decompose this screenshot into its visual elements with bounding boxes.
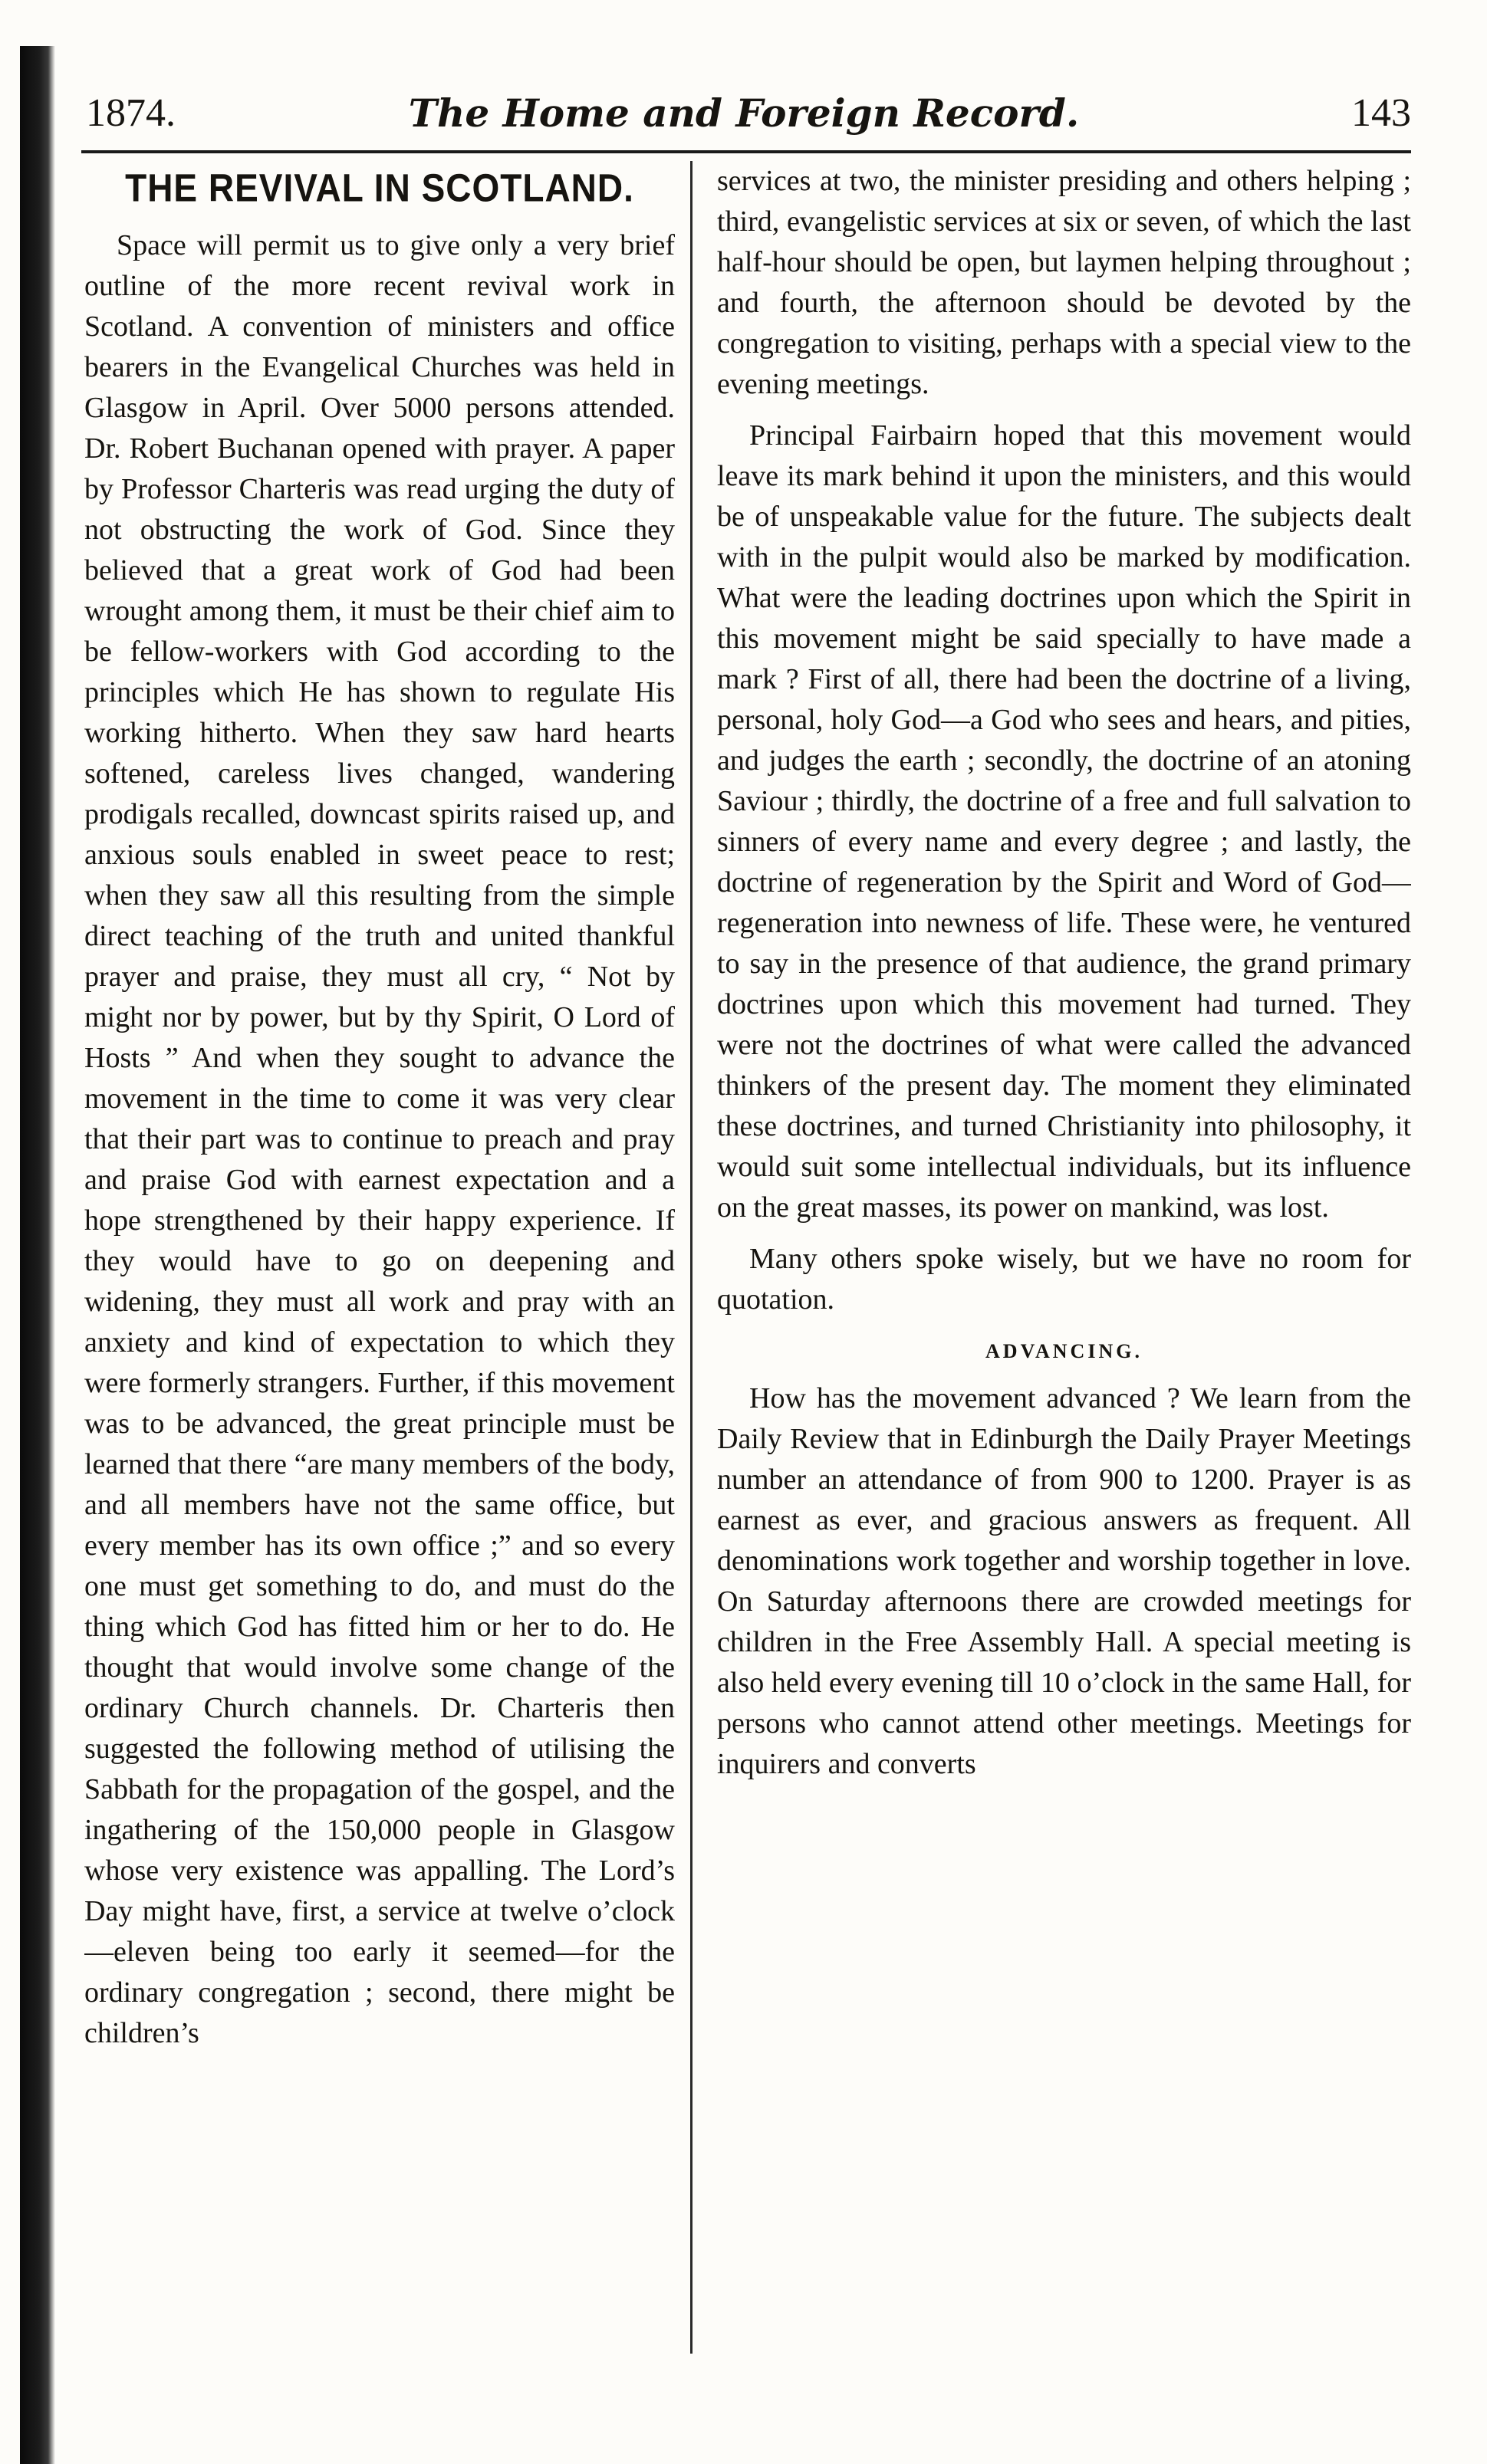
column-divider: [690, 161, 693, 2354]
left-column: [84, 161, 675, 2430]
publication-title: The Home and Foreign Record.: [408, 90, 1080, 136]
running-header: [77, 77, 1411, 150]
header-year: 1874.: [86, 91, 176, 135]
article-paragraph: Principal Fairbairn hoped that this movement would leave its mark behind it upon the ministers, and this would be of unspeakable value for the future. The subjects dealt with in the pulpit would also be marked by modification. What were the leading doctrines upon which the Spirit in this movement might be said specially to have made a mark ? First of all, there had been the doctrine of a living, personal, holy God—a God who sees and hears, and pities, and judges the earth ; secondly, the doctrine of an atoning Saviour ; thirdly, the doctrine of a free and full salvation to sinners of every name and every degree ; and lastly, the doctrine of regeneration by the Spirit and Word of God—regeneration into newness of life. These were, he ventured to say in the presence of that audience, the grand primary doctrines upon which this movement had turned. They were not the doctrines of what were called the advanced thinkers of the present day. The moment they eliminated these doctrines, and turned Christianity into philosophy, it would suit some intellectual individuals, but its influence on the great masses, its power on mankind, was lost.: [717, 419, 1411, 1224]
page: [77, 77, 1411, 2049]
article-columns: [77, 161, 1411, 2430]
article-paragraph: Many others spoke wisely, but we have no room for quotation.: [717, 1243, 1411, 1316]
header-rule: [81, 150, 1411, 153]
article-paragraph: How has the movement advanced ? We learn from the Daily Review that in Edinburgh the Daily Prayer Meetings number an attendance of from 900 to 1200. Prayer is as earnest as ever, and gracious answers as frequent. All denominations work together and worship together in love. On Saturday afternoons there are crowded meetings for children in the Free Assembly Hall. A special meeting is also held every evening till 10 o’clock in the same Hall, for persons who cannot attend other meetings. Meetings for inquirers and converts: [717, 1382, 1411, 1780]
article-paragraph: Space will permit us to give only a very brief outline of the more recent revival work in Scotland. A convention of ministers and office bearers in the Evangelical Churches was held in Glasgow in April. Over 5000 persons attended. Dr. Robert Buchanan opened with prayer. A paper by Professor Charteris was read urging the duty of not obstructing the work of God. Since they believed that a great work of God had been wrought among them, it must be their chief aim to be fellow-workers with God according to the principles which He has shown to regulate His working hitherto. When they saw hard hearts softened, careless lives changed, wandering prodigals recalled, downcast spirits raised up, and anxious souls enabled in sweet peace to rest; when they saw all this resulting from the simple direct teaching of the truth and united thankful prayer and praise, they must all cry, “ Not by might nor by power, but by thy Spirit, O Lord of Hosts ” And when they sought to advance the movement in the time to come it was very clear that their part was to continue to preach and pray and praise God with earnest expectation and a hope strengthened by their happy experience. If they would have to go on deepening and widening, they must all work and pray with an anxiety and kind of expectation to which they were formerly strangers. Further, if this movement was to be advanced, the great principle must be learned that there “are many members of the body, and all members have not the same office, but every member has its own office ;” and so every one must get something to do, and must do the thing which God has fitted him or her to do. He thought that would involve some change of the ordinary Church channels. Dr. Charteris then suggested the following method of utilising the Sabbath for the propagation of the gospel, and the ingathering of the 150,000 people in Glasgow whose very existence was appalling. The Lord’s Day might have, first, a service at twelve o’clock—eleven being too early it seemed—for the ordinary congregation ; second, there might be children’s: [84, 229, 675, 2049]
article-heading: THE REVIVAL IN SCOTLAND.: [125, 166, 634, 210]
section-subheading: ADVANCING.: [985, 1340, 1143, 1362]
right-column: [717, 161, 1411, 2430]
binding-edge: [20, 46, 55, 2464]
article-paragraph: services at two, the minister presiding and others helping ; third, evangelistic services at six or seven, of which the last half-hour should be open, but laymen helping throughout ; and fourth, the afternoon should be devoted by the congregation to visiting, perhaps with a special view to the evening meetings.: [717, 165, 1411, 400]
page-number: 143: [1351, 91, 1411, 135]
